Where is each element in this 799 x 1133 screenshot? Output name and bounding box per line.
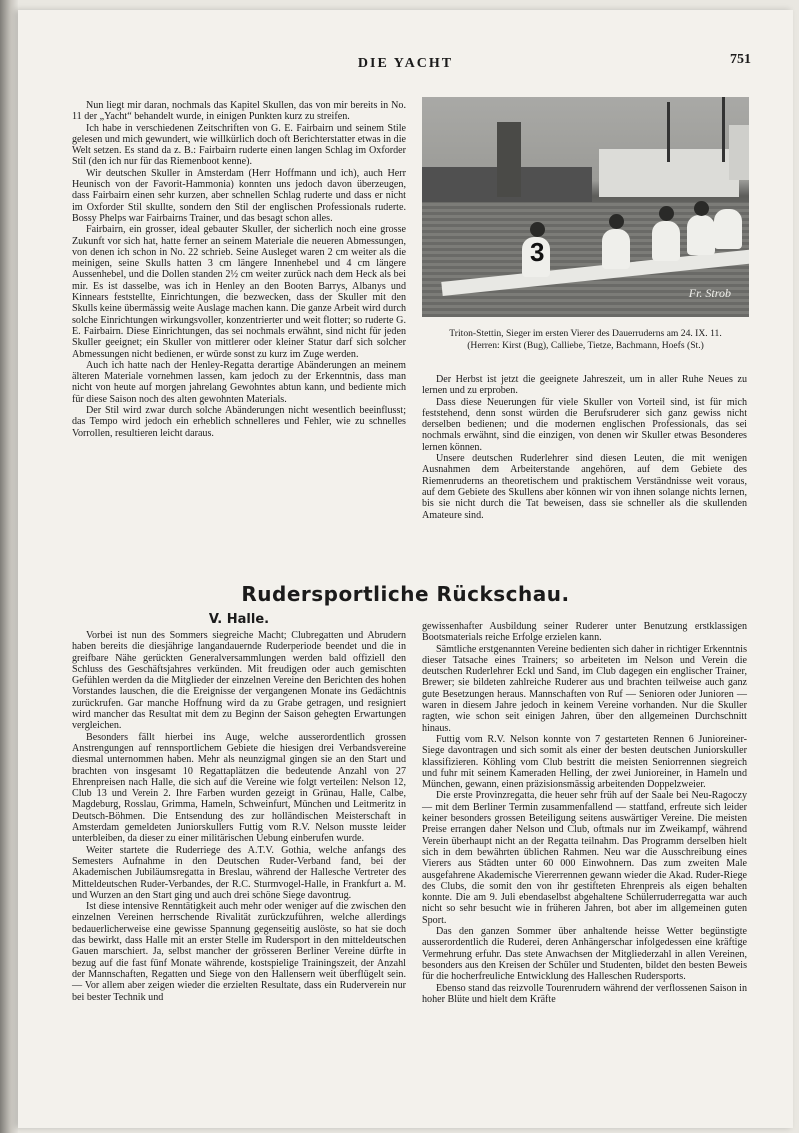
paragraph: Wir deutschen Skuller in Amsterdam (Herr Hoffmann und ich), auch Herr Heunisch von der Favorit-Hammonia) konnten uns jedoch davon überzeugen, dass Fairbairn einen sehr kurzen, aber schnellen Schlag ruderte und dass er nicht im Oxforder Stil skullte, sondern den Stil der englischen Professionals ruderte. Bossy Phelps war Fairbairns Trainer, und das besagt schon alles. — [72, 167, 406, 224]
paragraph: Auch ich hatte nach der Henley-Regatta derartige Abänderungen an meinem älteren Materiale vornehmen lassen, kam jedoch zu der Erkenntnis, dass man nicht von heute auf morgen jahrelang Gewohntes abtun kann, und bediente mich für diese Saison noch des alten gewohnten Materials. — [72, 359, 406, 405]
paragraph: Ich habe in verschiedenen Zeitschriften von G. E. Fairbairn und seinem Stile gelesen und mich gewundert, wie willkürlich doch oft Berichterstatter etwas in die Welt setzen. Es stand da z. B.: Fairbairn ruderte einen langen Schlag im Oxforder Stil (den ich nur für das Riemenboot kenne). — [72, 122, 406, 168]
page-number: 751 — [730, 52, 751, 67]
paragraph: Der Stil wird zwar durch solche Abänderungen nicht wesentlich beeinflusst; das Tempo wird jedoch ein erheblich schnelleres und Fehler, wie zu schnelles Vorrollen, resultieren leicht daraus. — [72, 405, 406, 439]
paragraph: Unsere deutschen Ruderlehrer sind diesen Leuten, die mit wenigen Ausnahmen dem Arbeiterstande angehören, auf dem Gebiete des Riemenruderns an theoretischem und praktischem Verständnisse weit voraus, auf dem Gebiete des Skullens aber können wir von ihnen solange nichts lernen, bis sie nicht durch die Tat beweisen, dass sie schneller als die skullenden Amateure sind. — [422, 453, 747, 521]
paragraph: Fairbairn, ein grosser, ideal gebauter Skuller, der sicherlich noch eine grosse Zukunft vor sich hat, hatte ferner an seinem Materiale die neueren Abmessungen, von denen ich schon in No. 22 schrieb. Seine Ausleget waren 2 cm weiter als die meinigen, seine Skulls hatten 3 cm längere Innenhebel und 4 cm längere Aussenhebel, und die Dollen standen 2½ cm weiter zurück nach dem Heck als bei mir. Es ist dasselbe, was ich in Henley an den Booten Barrys, Albanys und Kinnears feststellte, Einrichtungen, die bezwecken, dass der Skuller mit den Skulls keine übermässig weite Auslage machen kann. Die ganze Arbeit wird durch solche Einrichtungen wirkungsvoller, konzentrierter und weit flotter; so ruderte G. E. Fairbairn. Diese Einrichtungen, das sei nochmals erwähnt, sind nicht für jeden Skuller geeignet; ein Skuller von mittlerer oder kleiner Statur darf sich solcher Abmessungen nicht bedienen, er würde sonst zu kurz im Zuge werden. — [72, 224, 406, 360]
photo-rower-head — [609, 214, 624, 229]
paragraph: Dass diese Neuerungen für viele Skuller von Vorteil sind, ist für mich feststehend, denn sonst würden die Berufsruderer sich ganz gewiss nicht derselben bedienen; und die modernen englischen Professionals, das sei nochmals erwähnt, sind die einzigen, von denen wir Skuller etwas Besonderes lernen können. — [422, 396, 747, 453]
photo-rower — [602, 229, 630, 269]
paragraph: Sämtliche erstgenannten Vereine bedienten sich daher in richtiger Erkenntnis dieser Tatsache eines Trainers; so arbeiteten im Nelson und Verein die deutschen Ruderlehrer Eckl und Sand, im Club dagegen ein englischer Trainer, Brewer; sie bildeten zahlreiche Ruderer aus und brachten teilweise auch ganz gute Besetzungen heraus. Mannschaften von Ruf — Senioren oder Junioren — waren in diesem Jahre jedoch in keinem Vereine vorhanden. Nur die Skuller ragten, wie schon seit einigen Jahren, über den allgemeinen Durchschnitt hinaus. — [422, 643, 747, 734]
running-title: DIE YACHT — [357, 56, 454, 71]
paragraph: Vorbei ist nun des Sommers siegreiche Macht; Clubregatten und Abrudern haben bereits die diesjährige langandauernde Ruderperiode beendet und die in greifbare Nähe gerückten Generalversammlungen werden bald offiziell den Schluss des Geschäftsjahres verkünden. Mit freudigen oder auch gemischten Gefühlen werden da die Mitglieder der einzelnen Vereine den Berichten des hohen Vorstandes lauschen, die die Ereignisse der vergangenen Monate ins Gedächtnis zurückrufen. Gar manche Hoffnung wird da zu Grabe getragen, und resigniert wird mancher das Resultat mit dem zu Beginn der Saison gehegten Erwartungen vergleichen. — [72, 630, 406, 732]
article1-left-column — [72, 100, 406, 439]
paragraph: Die erste Provinzregatta, die heuer sehr früh auf der Saale bei Neu-Ragoczy — mit dem Berliner Termin zusammenfallend — stattfand, erfreute sich leider keiner besonders grossen Beteiligung seitens auswärtiger Vereine. Die meisten Preise errangen daher Nelson und Club, oftmals nur im Zweikampf, während Verein überhaupt nicht an der Regatta teilnahm. Das Programm derselben hielt sich in dem bewährten üblichen Rahmen. Neu war die Ausschreibung eines Vierers aus Städten unter 60 000 Einwohnern. Das zum zweiten Male ausgefahrene Akademische Viererrennen gewann wieder die Akad. Ruder-Riege des Clubs, die somit den von ihr gestifteten Ehrenpreis als eigen behalten konnte. Die am 9. Juli ebendaselbst abgehaltene Schülerruderregatta war auch nicht so sehr besucht wie in früheren Jahren, bot aber im allgemeinen guten Sport. — [422, 790, 747, 926]
article2-right-column — [422, 621, 747, 1005]
paragraph: Ist diese intensive Renntätigkeit auch mehr oder weniger auf die zwischen den einzelnen Vereinen herrschende Rivalität zurückzuführen, welche allerdings bedauerlicherweise eine gewisse Spannung gegenseitig auslöste, so hat sie doch das bewirkt, dass Halle mit an erster Stelle im Rudersport in den mitteldeutschen Gauen marschiert. Ja, selbst mancher der grösseren Berliner Vereine dürfte in bezug auf die fast fünf Monate währende, kostspielige Trainingszeit, der Anzahl der Mannschaften, Regatten und Siege von den Hallensern weit überflügelt sein. — Vor allem aber zeigen wieder die erzielten Resultate, dass ein Ruderverein nur bei bester Technik und — [72, 901, 406, 1003]
article1-right-column — [422, 374, 747, 521]
photo-crane — [497, 122, 521, 197]
photo-boat-number: 3 — [530, 237, 545, 267]
photo-ship-bow — [729, 125, 749, 180]
photo-rower — [652, 221, 680, 261]
magazine-page — [18, 10, 793, 1128]
photo-credit: Fr. Strob — [688, 286, 731, 300]
paragraph: Besonders fällt hierbei ins Auge, welche ausserordentlich grossen Anstrengungen auf rennsportlichem Gebiete die hiesigen drei Verbandsvereine diesmal unternommen haben. Mehr als neunzigmal gingen sie an den Start und brachten von insgesamt 10 Regattaplätzen die bedeutende Anzahl von 27 Ehrenpreisen nach Halle, die sich auf die Vereine wie folgt verteilen: Nelson 12, Club 13 und Verein 2. Ihre Farben wurden gezeigt in Grünau, Halle, Calbe, Magdeburg, Rosslau, Grimma, Hameln, Schweinfurt, München und Leitmeritz in Deutsch-Böhmen. Die Entsendung des zur holländischen Meisterschaft in Amsterdam gemeldeten Juniorskullers Futtig vom R.V. Nelson musste leider unterbleiben, da dieser zu einer militärischen Uebung einberufen wurde. — [72, 731, 406, 845]
photo-rower — [714, 209, 742, 249]
paragraph: Weiter startete die Ruderriege des A.T.V. Gothia, welche anfangs des Semesters Aufnahme in den Deutschen Ruder-Verband fand, bei der Akademischen Jubiläumsregatta in Breslau, während der Hallesche Vertreter des Mitteldeutschen Ruder-Verbandes, der R.C. Sturmvogel-Halle, in Frankfurt a. M. und Wurzen an den Start ging und auch drei schöne Siege davontrug. — [72, 844, 406, 901]
photo-rower-head — [530, 222, 545, 237]
article2-title: Rudersportliche Rückschau. — [241, 582, 570, 606]
photo-caption — [422, 328, 749, 352]
paragraph: Das den ganzen Sommer über anhaltende heisse Wetter begünstigte ausserordentlich die Ruderei, deren Anhängerschar infolgedessen eine kräftige Vermehrung erfuhr. Das stete Anwachsen der Mitgliederzahl in allen Vereinen, besonders aus den Kreisen der Schüler und Studenten, bildet den besten Beweis für die hocherfreuliche Entwicklung des Halleschen Rudersports. — [422, 926, 747, 983]
photo-rower-head — [694, 201, 709, 216]
photo-rower — [687, 215, 715, 255]
paragraph: Der Herbst ist jetzt die geeignete Jahreszeit, um in aller Ruhe Neues zu lernen und zu erproben. — [422, 374, 747, 397]
paragraph: gewissenhafter Ausbildung seiner Ruderer unter Benutzung erstklassigen Bootsmaterials reiche Erfolge erzielen kann. — [422, 621, 747, 644]
paragraph: Futtig vom R.V. Nelson konnte von 7 gestarteten Rennen 6 Junioreiner-Siege davontragen und sich somit als einer der besten deutschen Juniorskuller klassifizieren. Köhling vom Club bestritt die meisten Seniorrennen siegreich und fuhr mit seinem Kameraden Helling, der zwei Junioreiner, in Hameln und München, gewann, einen präzisionsmässig arbeitenden Doppelzweier. — [422, 733, 747, 791]
photo-rower-head — [659, 206, 674, 221]
paragraph: Nun liegt mir daran, nochmals das Kapitel Skullen, das von mir bereits in No. 11 der „Yacht“ behandelt wurde, in einigen Punkten kurz zu streifen. — [72, 100, 406, 123]
photo-mast — [722, 97, 725, 162]
article2-left-column — [72, 630, 406, 1003]
article2-subtitle: V. Halle. — [208, 612, 270, 627]
caption-line: Triton-Stettin, Sieger im ersten Vierer des Dauerruderns am 24. IX. 11. — [449, 328, 722, 339]
rowing-photo — [422, 97, 749, 317]
book-spine-shadow — [0, 0, 18, 1133]
photo-mast — [667, 102, 670, 162]
caption-line: (Herren: Kirst (Bug), Calliebe, Tietze, Bachmann, Hoefs (St.) — [467, 340, 704, 351]
paragraph: Ebenso stand das reizvolle Tourenrudern während der verflossenen Saison in hoher Blüte und hielt dem Kräfte — [422, 982, 747, 1005]
